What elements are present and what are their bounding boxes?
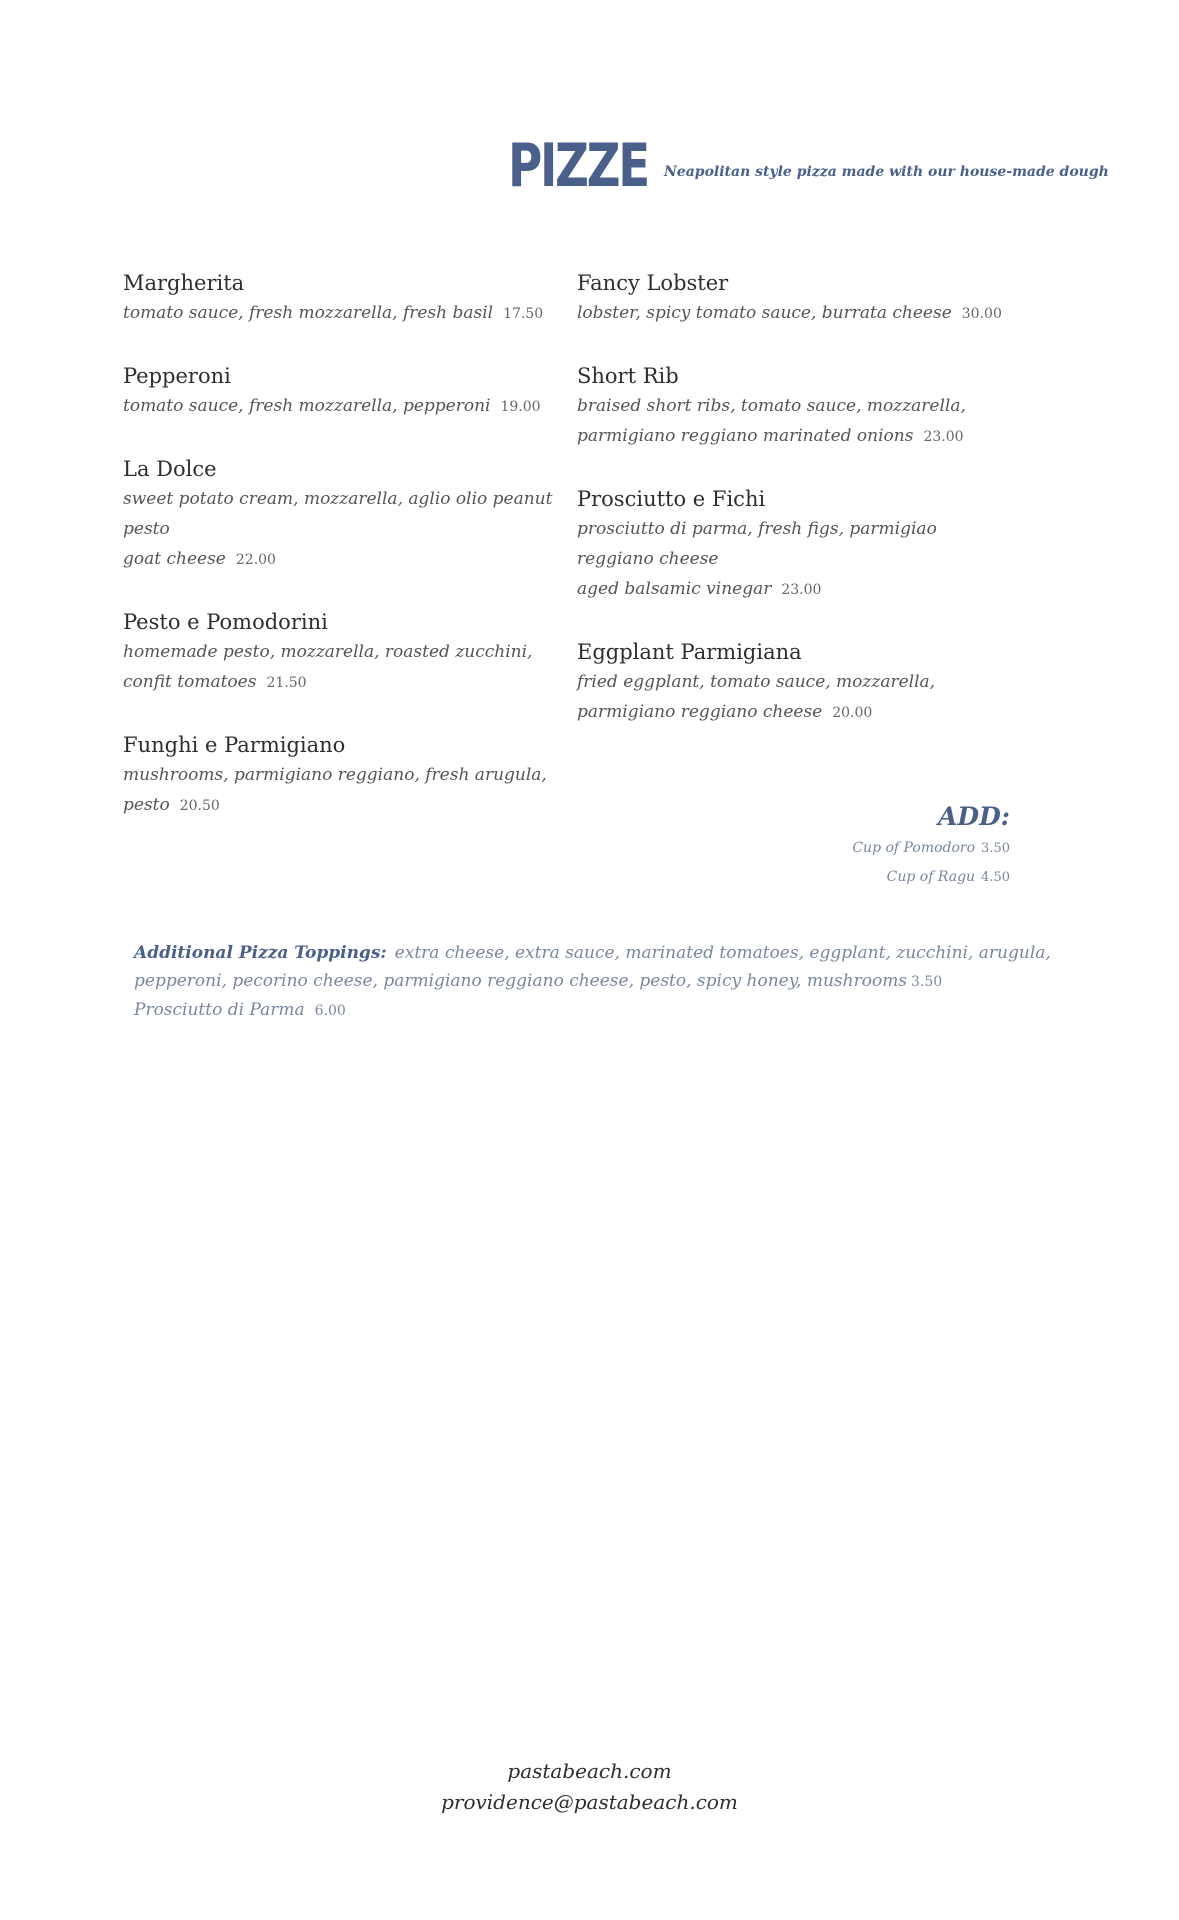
menu-column-left [123, 268, 563, 853]
item-name: La Dolce [123, 457, 217, 481]
add-on-price: 4.50 [981, 870, 1010, 885]
item-price: 23.00 [923, 429, 964, 445]
item-price: 17.50 [503, 306, 544, 322]
item-price: 23.00 [781, 582, 822, 598]
item-description: parmigiano reggiano marinated onions 23.00 [577, 426, 964, 446]
item-name: Short Rib [577, 364, 679, 388]
menu-item [123, 454, 563, 575]
add-ons-section [852, 800, 1010, 892]
item-name: Funghi e Parmigiano [123, 733, 346, 757]
item-name: Fancy Lobster [577, 271, 729, 295]
item-name: Eggplant Parmigiana [577, 640, 802, 664]
item-description: sweet potato cream, mozzarella, aglio olio peanut pesto [123, 489, 553, 539]
toppings-list: Additional Pizza Toppings: extra cheese, extra sauce, marinated tomatoes, eggplant, zucchini, arugula, pepperoni, pecorino cheese, parmigiano reggiano cheese, pesto, spicy honey, mushrooms 3.50 [134, 943, 1051, 991]
menu-item [577, 637, 1017, 728]
item-name: Margherita [123, 271, 245, 295]
item-price: 20.50 [179, 798, 220, 814]
item-price: 19.00 [500, 399, 541, 415]
item-name: Prosciutto e Fichi [577, 487, 766, 511]
toppings-label: Additional Pizza Toppings: [134, 943, 387, 963]
item-description: pesto 20.50 [123, 795, 220, 815]
menu-header [0, 131, 1179, 204]
menu-item [577, 268, 1017, 329]
item-description: prosciutto di parma, fresh figs, parmigiao reggiano cheese [577, 519, 937, 569]
item-description: parmigiano reggiano cheese 20.00 [577, 702, 873, 722]
menu-column-right [577, 268, 1017, 760]
footer [0, 1756, 1179, 1818]
menu-item [123, 268, 563, 329]
item-description: mushrooms, parmigiano reggiano, fresh arugula, [123, 765, 547, 785]
page-title: PIZZE [508, 131, 648, 201]
item-price: 22.00 [235, 552, 276, 568]
email-link[interactable]: providence@pastabeach.com [441, 1790, 738, 1814]
page-tagline: Neapolitan style pizza made with our house-made dough [664, 164, 1109, 180]
add-on-price: 3.50 [981, 841, 1010, 856]
item-description: confit tomatoes 21.50 [123, 672, 307, 692]
item-name: Pepperoni [123, 364, 231, 388]
item-description: aged balsamic vinegar 23.00 [577, 579, 822, 599]
menu-item [123, 730, 563, 821]
menu-item [123, 361, 563, 422]
item-description: homemade pesto, mozzarella, roasted zucchini, [123, 642, 533, 662]
toppings-price: 3.50 [911, 974, 943, 990]
item-description: fried eggplant, tomato sauce, mozzarella, [577, 672, 936, 692]
menu-item [123, 607, 563, 698]
item-description: braised short ribs, tomato sauce, mozzarella, [577, 396, 966, 416]
item-price: 20.00 [832, 705, 873, 721]
add-on-item: Cup of Pomodoro 3.50 [852, 840, 1010, 856]
item-description: tomato sauce, fresh mozzarella, pepperoni 19.00 [123, 396, 541, 416]
item-name: Pesto e Pomodorini [123, 610, 328, 634]
add-ons-title: ADD: [938, 802, 1010, 831]
item-description: goat cheese 22.00 [123, 549, 276, 569]
item-description: tomato sauce, fresh mozzarella, fresh basil 17.50 [123, 303, 544, 323]
menu-item [577, 484, 1017, 605]
item-price: 30.00 [961, 306, 1002, 322]
website-link[interactable]: pastabeach.com [507, 1759, 672, 1783]
toppings-section [134, 939, 1054, 1025]
item-description: lobster, spicy tomato sauce, burrata cheese 30.00 [577, 303, 1002, 323]
item-price: 21.50 [266, 675, 307, 691]
menu-item [577, 361, 1017, 452]
toppings-extra-price: 6.00 [314, 1003, 346, 1019]
toppings-extra: Prosciutto di Parma 6.00 [134, 1000, 346, 1020]
add-on-item: Cup of Ragu 4.50 [886, 869, 1010, 885]
